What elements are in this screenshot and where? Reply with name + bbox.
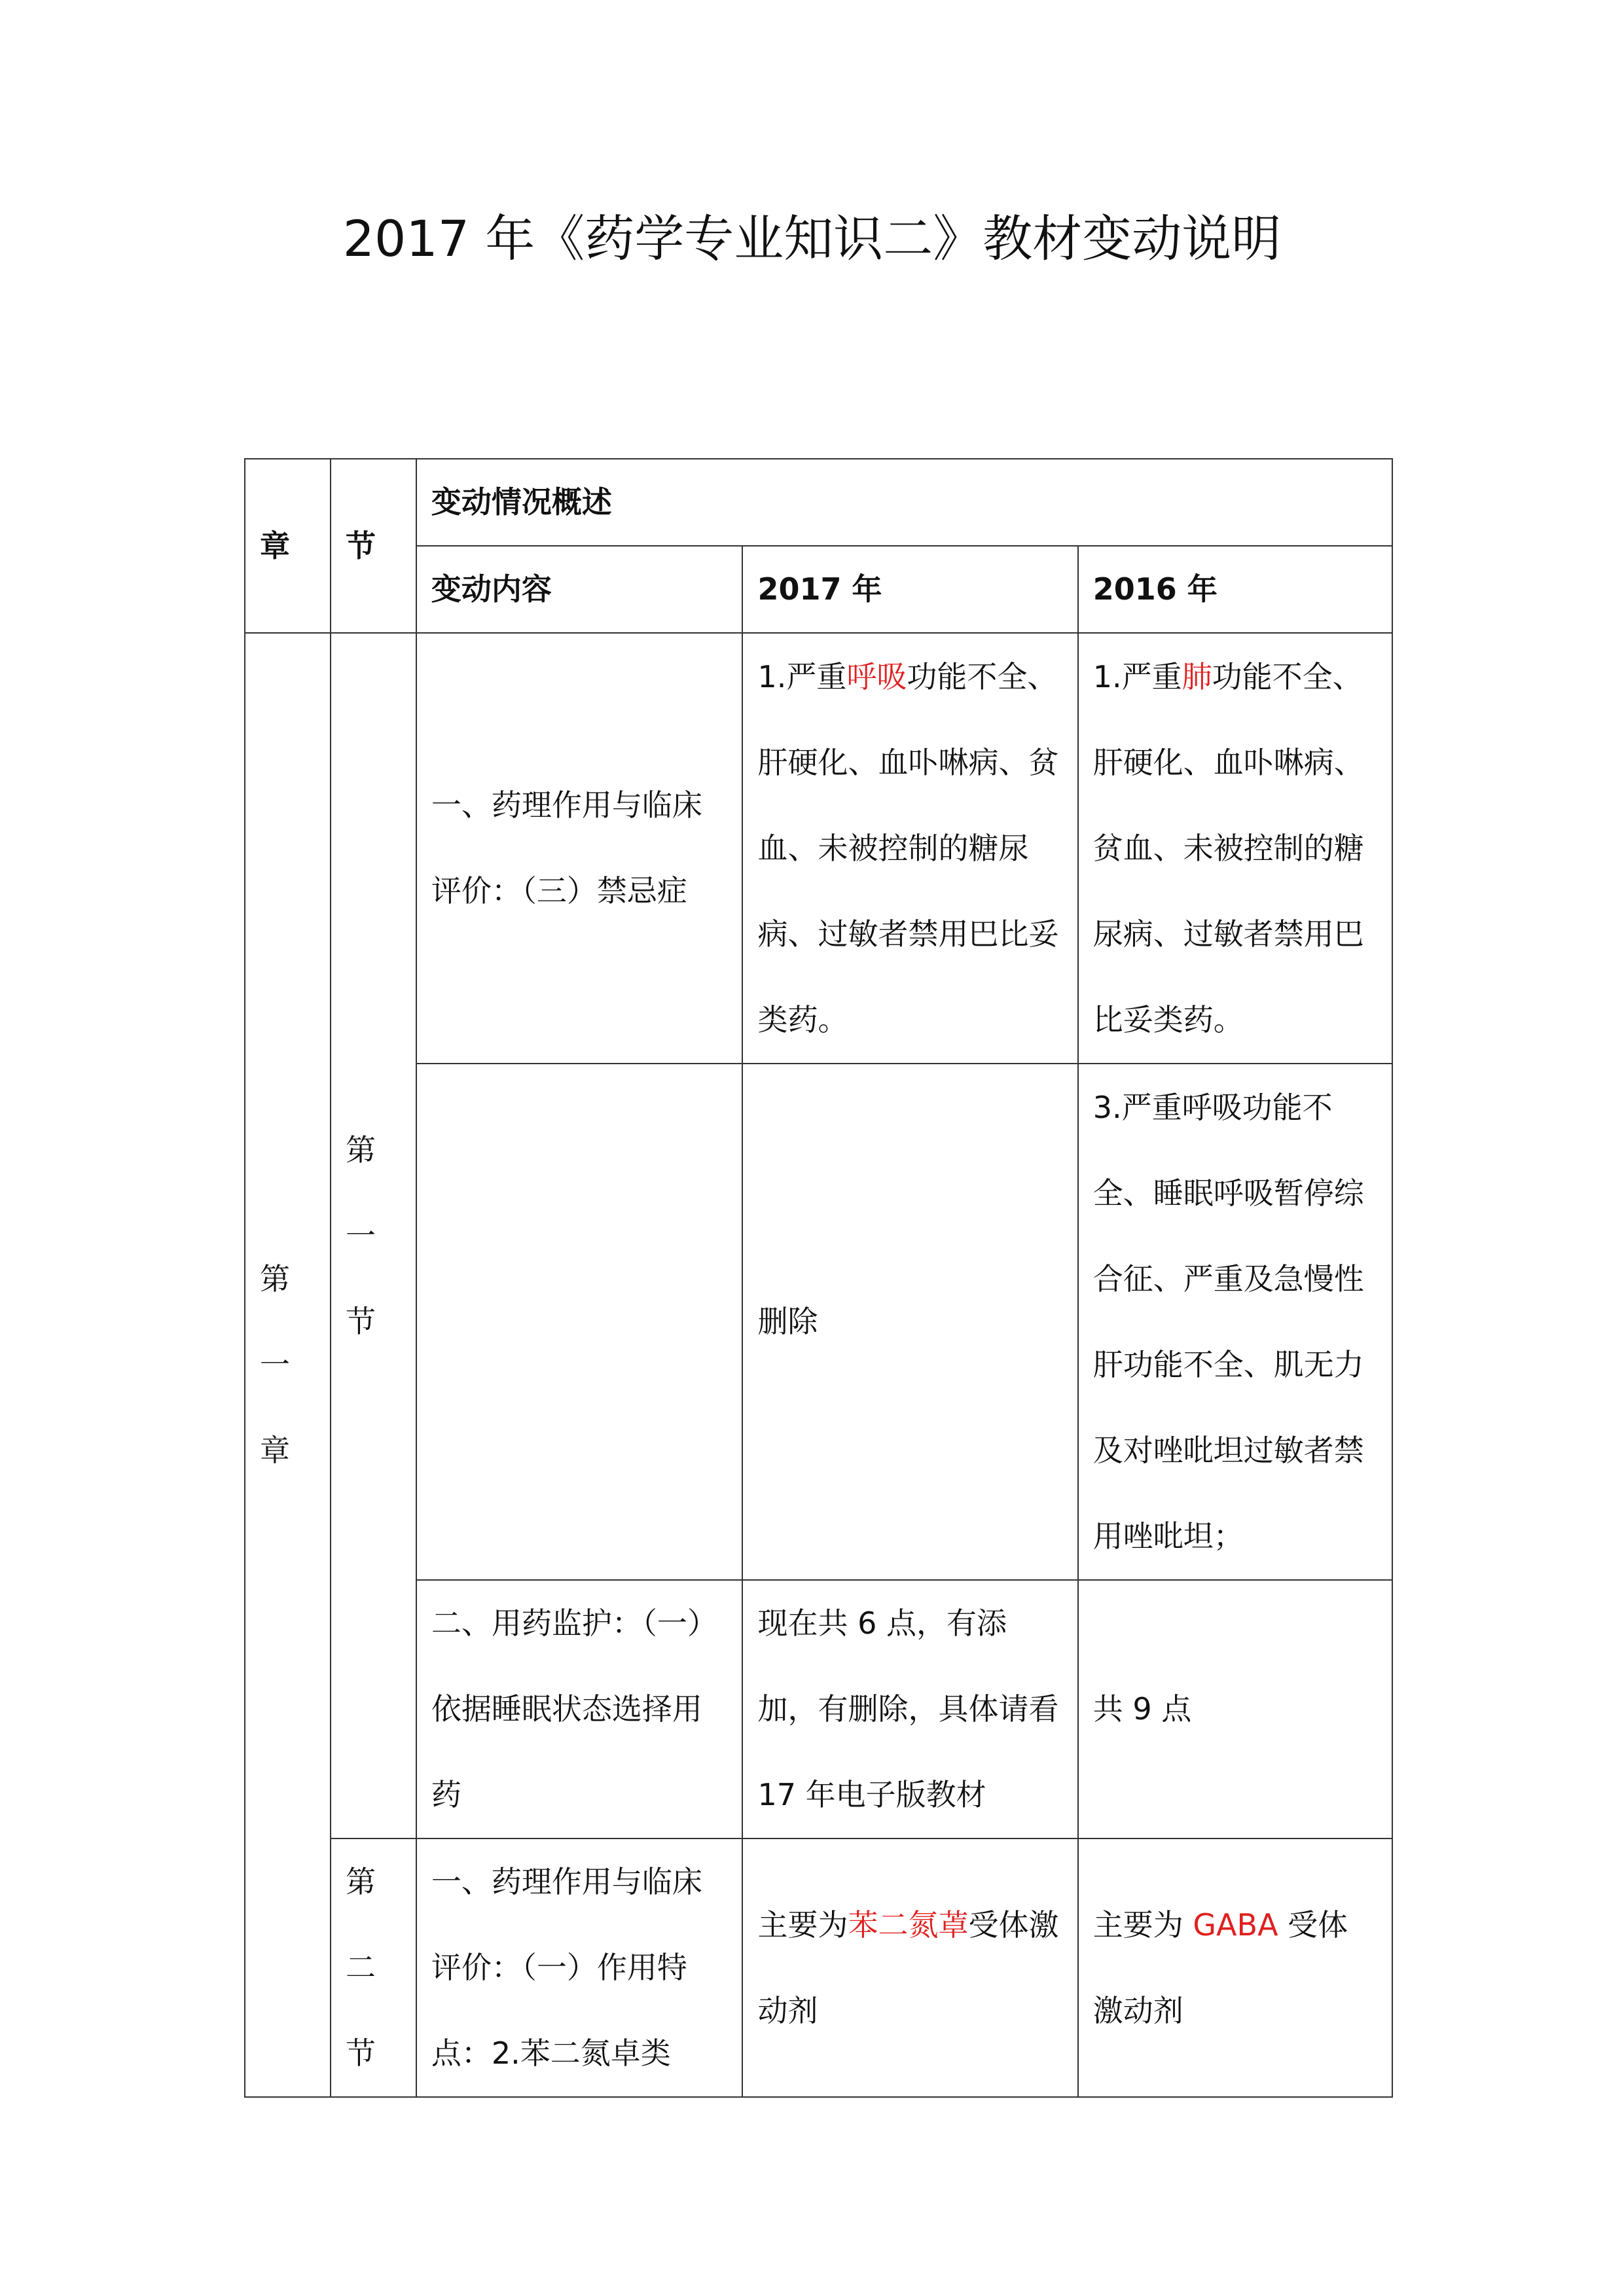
row4-2017-suffix: 受体激动剂 bbox=[757, 1907, 1059, 2028]
table-row bbox=[245, 1839, 1392, 2097]
header-chapter: 章 bbox=[245, 459, 331, 633]
header-2017: 2017 年 bbox=[742, 546, 1077, 633]
section-cell-1: 第一节 bbox=[331, 633, 416, 1839]
row4-2017-prefix: 主要为 bbox=[757, 1907, 848, 1943]
row2-2017: 删除 bbox=[742, 1064, 1077, 1580]
row4-2017 bbox=[742, 1839, 1077, 2097]
header-2016: 2016 年 bbox=[1078, 546, 1392, 633]
header-overview: 变动情况概述 bbox=[416, 459, 1392, 546]
row4-2016-suffix: 受体激动剂 bbox=[1092, 1907, 1348, 2028]
header-content: 变动内容 bbox=[416, 546, 743, 633]
row2-content bbox=[416, 1064, 743, 1580]
row3-content: 二、用药监护：（一）依据睡眠状态选择用药 bbox=[416, 1580, 743, 1839]
row4-2016 bbox=[1078, 1839, 1392, 2097]
row1-2017-prefix: 1.严重 bbox=[757, 658, 847, 694]
table-row bbox=[245, 1064, 1392, 1580]
page-title: 2017 年《药学专业知识二》教材变动说明 bbox=[342, 209, 1282, 268]
chapter-cell: 第一章 bbox=[245, 633, 331, 2097]
row1-2016-highlight: 肺 bbox=[1182, 658, 1212, 694]
table-row bbox=[245, 633, 1392, 1064]
row4-content: 一、药理作用与临床评价：（一）作用特点：2.苯二氮卓类 bbox=[416, 1839, 743, 2097]
header-row-1 bbox=[245, 459, 1392, 546]
row4-2017-highlight: 苯二氮䓬 bbox=[848, 1907, 969, 1943]
row4-2016-highlight: GABA bbox=[1193, 1907, 1278, 1943]
row3-2016: 共 9 点 bbox=[1078, 1580, 1392, 1839]
row1-2017-suffix: 功能不全、肝硬化、血卟啉病、贫血、未被控制的糖尿病、过敏者禁用巴比妥类药。 bbox=[757, 658, 1059, 1037]
row1-2016-suffix: 功能不全、肝硬化、血卟啉病、贫血、未被控制的糖尿病、过敏者禁用巴比妥类药。 bbox=[1092, 658, 1364, 1037]
header-row-2 bbox=[245, 546, 1392, 633]
table-row bbox=[245, 1580, 1392, 1839]
row2-2016: 3.严重呼吸功能不全、睡眠呼吸暂停综合征、严重及急慢性肝功能不全、肌无力及对唑吡坦过敏者禁用唑吡坦； bbox=[1078, 1064, 1392, 1580]
header-section: 节 bbox=[331, 459, 416, 633]
row1-content: 一、药理作用与临床评价：（三）禁忌症 bbox=[416, 633, 743, 1064]
change-table bbox=[244, 458, 1393, 2098]
row1-2017 bbox=[742, 633, 1077, 1064]
section-cell-2: 第二节 bbox=[331, 1839, 416, 2097]
row1-2017-highlight: 呼吸 bbox=[846, 658, 907, 694]
row3-2017: 现在共 6 点，有添加，有删除，具体请看 17 年电子版教材 bbox=[742, 1580, 1077, 1839]
row1-2016 bbox=[1078, 633, 1392, 1064]
row4-2016-prefix: 主要为 bbox=[1092, 1907, 1193, 1943]
row1-2016-prefix: 1.严重 bbox=[1092, 658, 1182, 694]
